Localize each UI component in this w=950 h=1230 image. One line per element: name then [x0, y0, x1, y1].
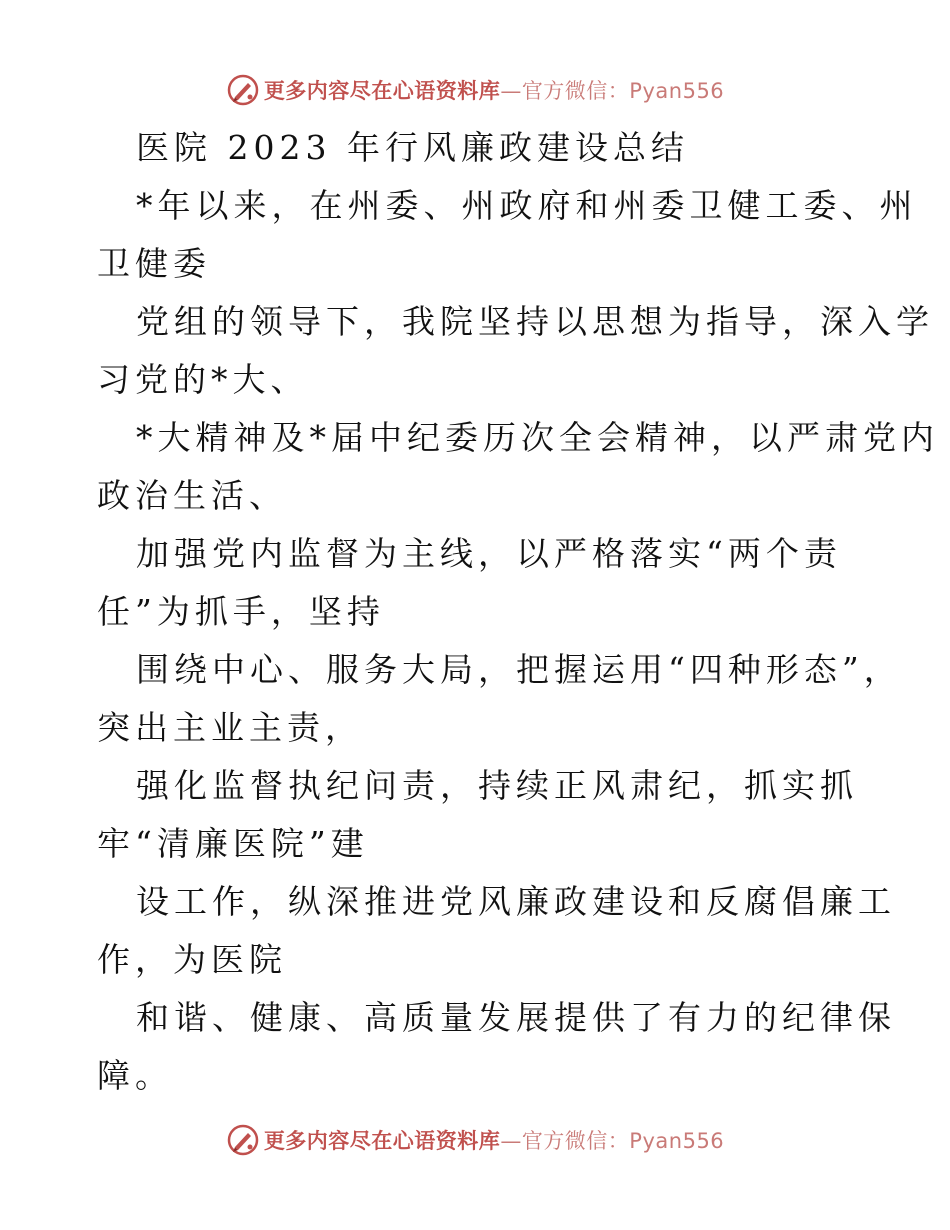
banner-site-text: 更多内容尽在心语资料库 [263, 1129, 501, 1153]
pen-logo-icon [226, 73, 260, 107]
paragraph-line: 牢“清廉医院”建 [97, 824, 369, 863]
paragraph-line: 加强党内监督为主线，以严格落实“两个责 [136, 534, 842, 573]
paragraph-line: 和谐、健康、高质量发展提供了有力的纪律保 [136, 998, 896, 1037]
paragraph-line: 强化监督执纪问责，持续正风肃纪，抓实抓 [136, 766, 858, 805]
paragraph-line: 任”为抓手，坚持 [97, 592, 385, 631]
banner-text [264, 1125, 724, 1155]
paragraph-line: 突出主业主责， [97, 708, 363, 747]
pen-logo-icon [226, 1123, 260, 1157]
banner-dash: — [500, 79, 522, 103]
header-banner[interactable] [0, 70, 950, 110]
banner-wechat-text: 官方微信：Pyan556 [521, 79, 725, 103]
banner-site-text: 更多内容尽在心语资料库 [263, 79, 501, 103]
document-title: 医院 2023 年行风廉政建设总结 [136, 128, 689, 167]
banner-text [264, 75, 724, 105]
banner-dash: — [500, 1129, 522, 1153]
paragraph-line: 设工作，纵深推进党风廉政建设和反腐倡廉工 [136, 882, 896, 921]
paragraph-line: 卫健委 [97, 244, 211, 283]
paragraph-line: 党组的领导下，我院坚持以思想为指导，深入学 [136, 302, 934, 341]
paragraph-line: 政治生活、 [97, 476, 287, 515]
footer-banner[interactable] [0, 1120, 950, 1160]
paragraph-line: *大精神及*届中纪委历次全会精神，以严肃党内 [136, 418, 939, 457]
paragraph-line: 围绕中心、服务大局，把握运用“四种形态”， [136, 650, 902, 689]
paragraph-line: 障。 [97, 1056, 173, 1095]
paragraph-line: 作，为医院 [97, 940, 287, 979]
banner-wechat-text: 官方微信：Pyan556 [521, 1129, 725, 1153]
paragraph-line: 习党的*大、 [97, 360, 309, 399]
paragraph-line: *年以来，在州委、州政府和州委卫健工委、州 [136, 186, 918, 225]
